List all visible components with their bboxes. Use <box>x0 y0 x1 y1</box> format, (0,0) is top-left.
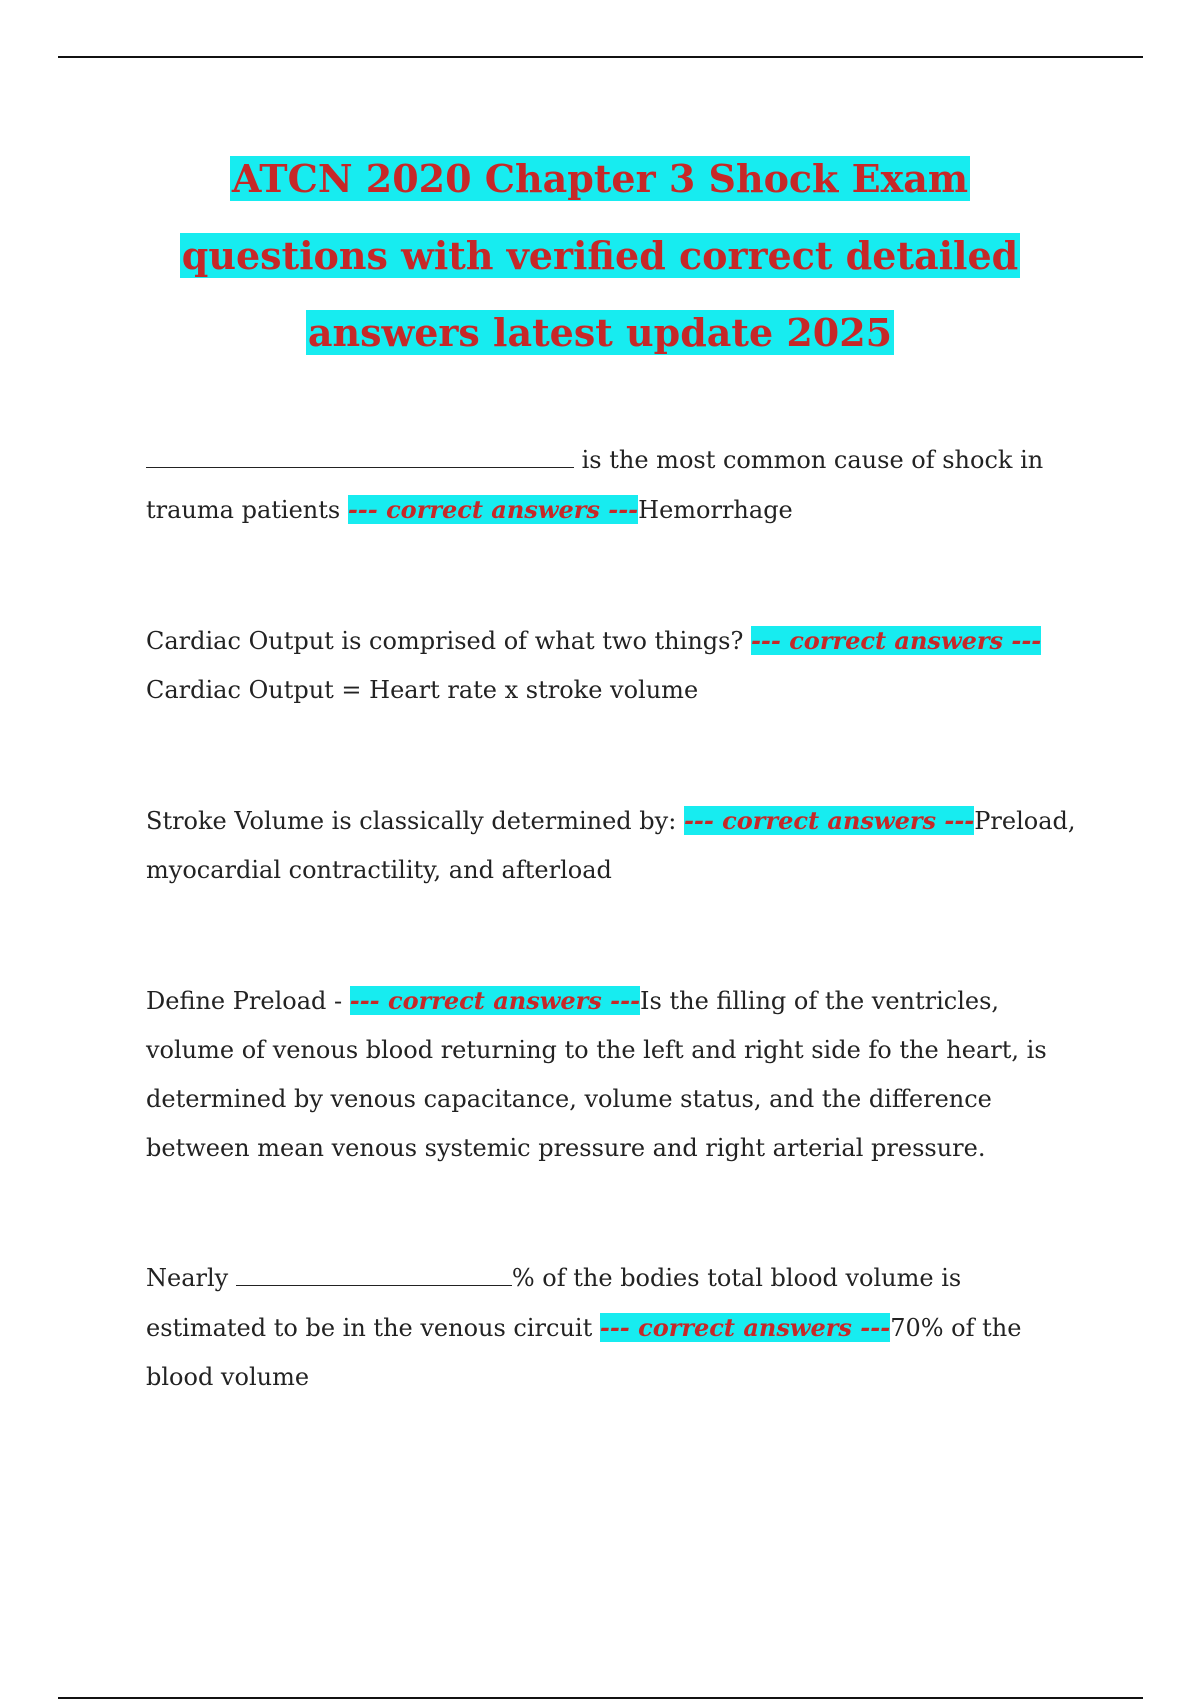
document-title <box>100 140 1100 371</box>
title-line-1: ATCN 2020 Chapter 3 Shock Exam <box>231 156 969 201</box>
question-text: Stroke Volume is classically determined by: <box>146 807 684 835</box>
qa-list <box>146 436 1086 1402</box>
title-line-2: questions with verified correct detailed <box>181 233 1019 278</box>
answer-text: Is the filling of the ventricles, volume of venous blood returning to the left and right side fo the heart, is determined by venous capacitance, volume status, and the difference between mean venous systemic pressure and right arterial pressure. <box>146 987 1047 1162</box>
correct-answers-marker: --- correct answers --- <box>750 626 1042 655</box>
qa-item <box>146 616 1086 715</box>
fill-in-blank <box>146 447 574 468</box>
title-line-3: answers latest update 2025 <box>307 310 893 355</box>
answer-text: Cardiac Output = Heart rate x stroke volume <box>146 676 699 704</box>
answer-text: Hemorrhage <box>638 496 793 524</box>
fill-in-blank <box>236 1265 512 1286</box>
top-rule <box>58 56 1143 58</box>
correct-answers-marker: --- correct answers --- <box>599 1313 891 1342</box>
bottom-rule <box>58 1697 1143 1699</box>
qa-item <box>146 436 1086 535</box>
correct-answers-marker: --- correct answers --- <box>683 806 975 835</box>
question-text: is the most common cause of shock in trauma patients <box>146 446 1044 524</box>
question-text: % of the bodies total blood volume is estimated to be in the venous circuit <box>146 1264 962 1342</box>
question-text: Define Preload - <box>146 987 350 1015</box>
qa-item <box>146 796 1086 895</box>
question-text: Nearly <box>146 1264 236 1292</box>
question-text: Cardiac Output is comprised of what two things? <box>146 627 751 655</box>
correct-answers-marker: --- correct answers --- <box>347 495 639 524</box>
qa-item <box>146 1254 1086 1402</box>
correct-answers-marker: --- correct answers --- <box>349 986 641 1015</box>
answer-text: 70% of the blood volume <box>146 1314 1022 1391</box>
answer-text: Preload, myocardial contractility, and afterload <box>146 807 1076 884</box>
qa-item <box>146 976 1086 1173</box>
